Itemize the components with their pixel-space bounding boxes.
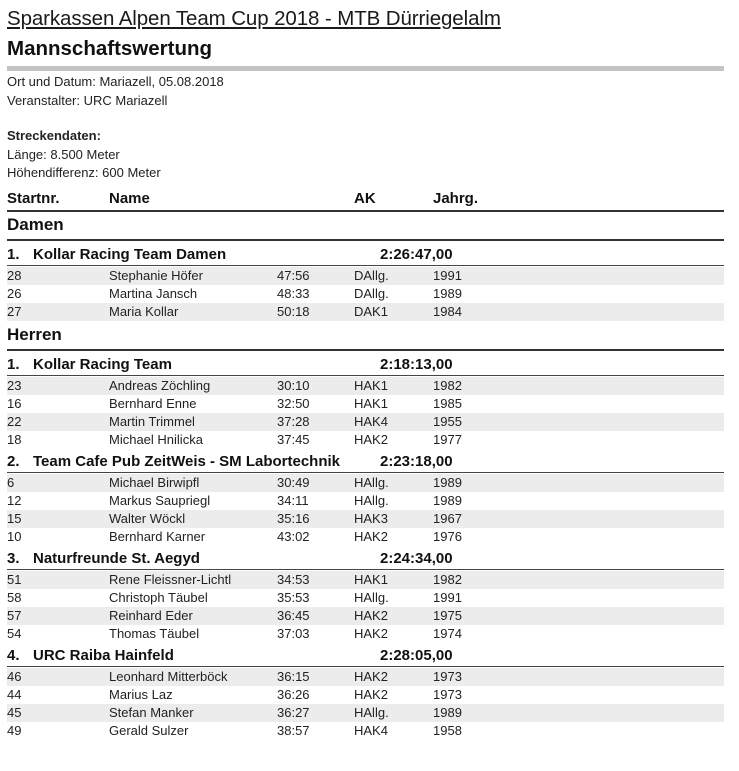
- birth-year: 1991: [433, 590, 462, 605]
- age-class: HAK1: [354, 396, 388, 411]
- team-heading: [7, 453, 724, 473]
- birth-year: 1977: [433, 432, 462, 447]
- team-total-time: 2:28:05,00: [380, 647, 453, 664]
- athlete-time: 35:16: [277, 511, 310, 526]
- age-class: DAK1: [354, 304, 388, 319]
- table-row: [7, 431, 724, 449]
- age-class: HAK2: [354, 669, 388, 684]
- athlete-name: Rene Fleissner-Lichtl: [109, 572, 232, 587]
- age-class: DAllg.: [354, 286, 389, 301]
- table-row: [7, 303, 724, 321]
- birth-year: 1958: [433, 723, 462, 738]
- course-data-heading: Streckendaten:: [7, 128, 101, 143]
- start-number: 15: [7, 511, 22, 526]
- page-title: Mannschaftswertung: [7, 37, 213, 60]
- age-class: HAllg.: [354, 590, 389, 605]
- column-header-name: Name: [109, 190, 150, 207]
- age-class: HAK2: [354, 432, 388, 447]
- athlete-time: 37:03: [277, 626, 310, 641]
- table-row: [7, 607, 724, 625]
- birth-year: 1955: [433, 414, 462, 429]
- athlete-name: Stephanie Höfer: [109, 268, 203, 283]
- birth-year: 1975: [433, 608, 462, 623]
- age-class: HAllg.: [354, 705, 389, 720]
- start-number: 6: [7, 475, 15, 490]
- team-name: Kollar Racing Team: [33, 356, 172, 373]
- birth-year: 1985: [433, 396, 462, 411]
- team-total-time: 2:18:13,00: [380, 356, 453, 373]
- team-heading: [7, 246, 724, 266]
- event-title: Sparkassen Alpen Team Cup 2018 - MTB Dürriegelalm: [7, 7, 501, 30]
- category-divider: [7, 349, 724, 351]
- age-class: HAK2: [354, 529, 388, 544]
- athlete-name: Thomas Täubel: [109, 626, 200, 641]
- birth-year: 1982: [433, 572, 462, 587]
- column-header-startnr: Startnr.: [7, 190, 60, 207]
- athlete-name: Reinhard Eder: [109, 608, 193, 623]
- athlete-time: 36:26: [277, 687, 310, 702]
- athlete-name: Bernhard Enne: [109, 396, 197, 411]
- team-place: 1.: [7, 246, 20, 263]
- table-row: [7, 413, 724, 431]
- athlete-name: Stefan Manker: [109, 705, 194, 720]
- table-row: [7, 285, 724, 303]
- athlete-time: 35:53: [277, 590, 310, 605]
- age-class: HAllg.: [354, 475, 389, 490]
- athlete-time: 47:56: [277, 268, 310, 283]
- athlete-name: Andreas Zöchling: [109, 378, 211, 393]
- team-heading: [7, 356, 724, 376]
- team-divider: [7, 375, 724, 376]
- athlete-time: 34:11: [277, 493, 309, 508]
- team-divider: [7, 265, 724, 266]
- birth-year: 1974: [433, 626, 462, 641]
- birth-year: 1984: [433, 304, 462, 319]
- start-number: 45: [7, 705, 22, 720]
- athlete-name: Bernhard Karner: [109, 529, 206, 544]
- team-name: Team Cafe Pub ZeitWeis - SM Labortechnik: [33, 453, 341, 470]
- table-row: [7, 395, 724, 413]
- table-row: [7, 704, 724, 722]
- start-number: 27: [7, 304, 22, 319]
- team-name: Kollar Racing Team Damen: [33, 246, 227, 263]
- athlete-name: Michael Hnilicka: [109, 432, 203, 447]
- birth-year: 1989: [433, 475, 462, 490]
- athlete-time: 36:45: [277, 608, 310, 623]
- start-number: 58: [7, 590, 22, 605]
- team-name: Naturfreunde St. Aegyd: [33, 550, 200, 567]
- birth-year: 1989: [433, 286, 462, 301]
- age-class: HAK1: [354, 378, 388, 393]
- age-class: HAK1: [354, 572, 388, 587]
- team-divider: [7, 569, 724, 570]
- athlete-name: Michael Birwipfl: [109, 475, 200, 490]
- team-divider: [7, 472, 724, 473]
- birth-year: 1976: [433, 529, 462, 544]
- athlete-name: Walter Wöckl: [109, 511, 186, 526]
- athlete-time: 37:28: [277, 414, 310, 429]
- team-divider: [7, 666, 724, 667]
- column-header-ak: AK: [354, 190, 376, 207]
- table-row: [7, 686, 724, 704]
- athlete-name: Maria Kollar: [109, 304, 179, 319]
- athlete-time: 32:50: [277, 396, 310, 411]
- category-divider: [7, 239, 724, 241]
- table-row: [7, 510, 724, 528]
- athlete-time: 38:57: [277, 723, 310, 738]
- team-place: 1.: [7, 356, 20, 373]
- category-heading: Damen: [7, 215, 64, 234]
- table-row: [7, 492, 724, 510]
- start-number: 12: [7, 493, 22, 508]
- team-heading: [7, 647, 724, 667]
- age-class: HAK3: [354, 511, 388, 526]
- team-place: 2.: [7, 453, 20, 470]
- start-number: 57: [7, 608, 22, 623]
- age-class: HAK2: [354, 626, 388, 641]
- start-number: 54: [7, 626, 22, 641]
- organizer: Veranstalter: URC Mariazell: [7, 93, 168, 108]
- athlete-time: 30:10: [277, 378, 310, 393]
- start-number: 16: [7, 396, 22, 411]
- birth-year: 1973: [433, 669, 462, 684]
- start-number: 18: [7, 432, 22, 447]
- age-class: HAllg.: [354, 493, 389, 508]
- table-row: [7, 474, 724, 492]
- start-number: 28: [7, 268, 22, 283]
- start-number: 49: [7, 723, 22, 738]
- table-row: [7, 571, 724, 589]
- athlete-time: 50:18: [277, 304, 310, 319]
- team-name: URC Raiba Hainfeld: [33, 647, 174, 664]
- header-divider: [7, 66, 724, 71]
- athlete-time: 37:45: [277, 432, 310, 447]
- start-number: 10: [7, 529, 22, 544]
- course-elevation: Höhendifferenz: 600 Meter: [7, 165, 161, 180]
- age-class: DAllg.: [354, 268, 389, 283]
- age-class: HAK2: [354, 608, 388, 623]
- athlete-time: 36:27: [277, 705, 310, 720]
- team-place: 4.: [7, 647, 20, 664]
- birth-year: 1973: [433, 687, 462, 702]
- age-class: HAK2: [354, 687, 388, 702]
- start-number: 51: [7, 572, 22, 587]
- location-date: Ort und Datum: Mariazell, 05.08.2018: [7, 74, 224, 89]
- athlete-time: 34:53: [277, 572, 310, 587]
- table-row: [7, 722, 724, 740]
- team-total-time: 2:24:34,00: [380, 550, 453, 567]
- athlete-name: Markus Saupriegl: [109, 493, 211, 508]
- start-number: 44: [7, 687, 22, 702]
- start-number: 26: [7, 286, 22, 301]
- age-class: HAK4: [354, 723, 388, 738]
- athlete-time: 30:49: [277, 475, 310, 490]
- birth-year: 1991: [433, 268, 462, 283]
- course-length: Länge: 8.500 Meter: [7, 147, 120, 162]
- athlete-time: 43:02: [277, 529, 310, 544]
- athlete-name: Martin Trimmel: [109, 414, 195, 429]
- athlete-name: Leonhard Mitterböck: [109, 669, 228, 684]
- start-number: 46: [7, 669, 22, 684]
- age-class: HAK4: [354, 414, 388, 429]
- athlete-name: Gerald Sulzer: [109, 723, 189, 738]
- athlete-time: 36:15: [277, 669, 310, 684]
- team-place: 3.: [7, 550, 20, 567]
- column-header-divider: [7, 210, 724, 212]
- table-row: [7, 377, 724, 395]
- team-total-time: 2:23:18,00: [380, 453, 453, 470]
- team-total-time: 2:26:47,00: [380, 246, 453, 263]
- table-row: [7, 625, 724, 643]
- table-row: [7, 267, 724, 285]
- table-row: [7, 668, 724, 686]
- birth-year: 1989: [433, 493, 462, 508]
- athlete-name: Martina Jansch: [109, 286, 198, 301]
- team-heading: [7, 550, 724, 570]
- start-number: 22: [7, 414, 22, 429]
- birth-year: 1982: [433, 378, 462, 393]
- athlete-time: 48:33: [277, 286, 310, 301]
- birth-year: 1967: [433, 511, 462, 526]
- table-row: [7, 589, 724, 607]
- start-number: 23: [7, 378, 22, 393]
- table-row: [7, 528, 724, 546]
- birth-year: 1989: [433, 705, 462, 720]
- category-heading: Herren: [7, 325, 62, 344]
- athlete-name: Christoph Täubel: [109, 590, 208, 605]
- athlete-name: Marius Laz: [109, 687, 173, 702]
- column-header-jahrg: Jahrg.: [433, 190, 479, 207]
